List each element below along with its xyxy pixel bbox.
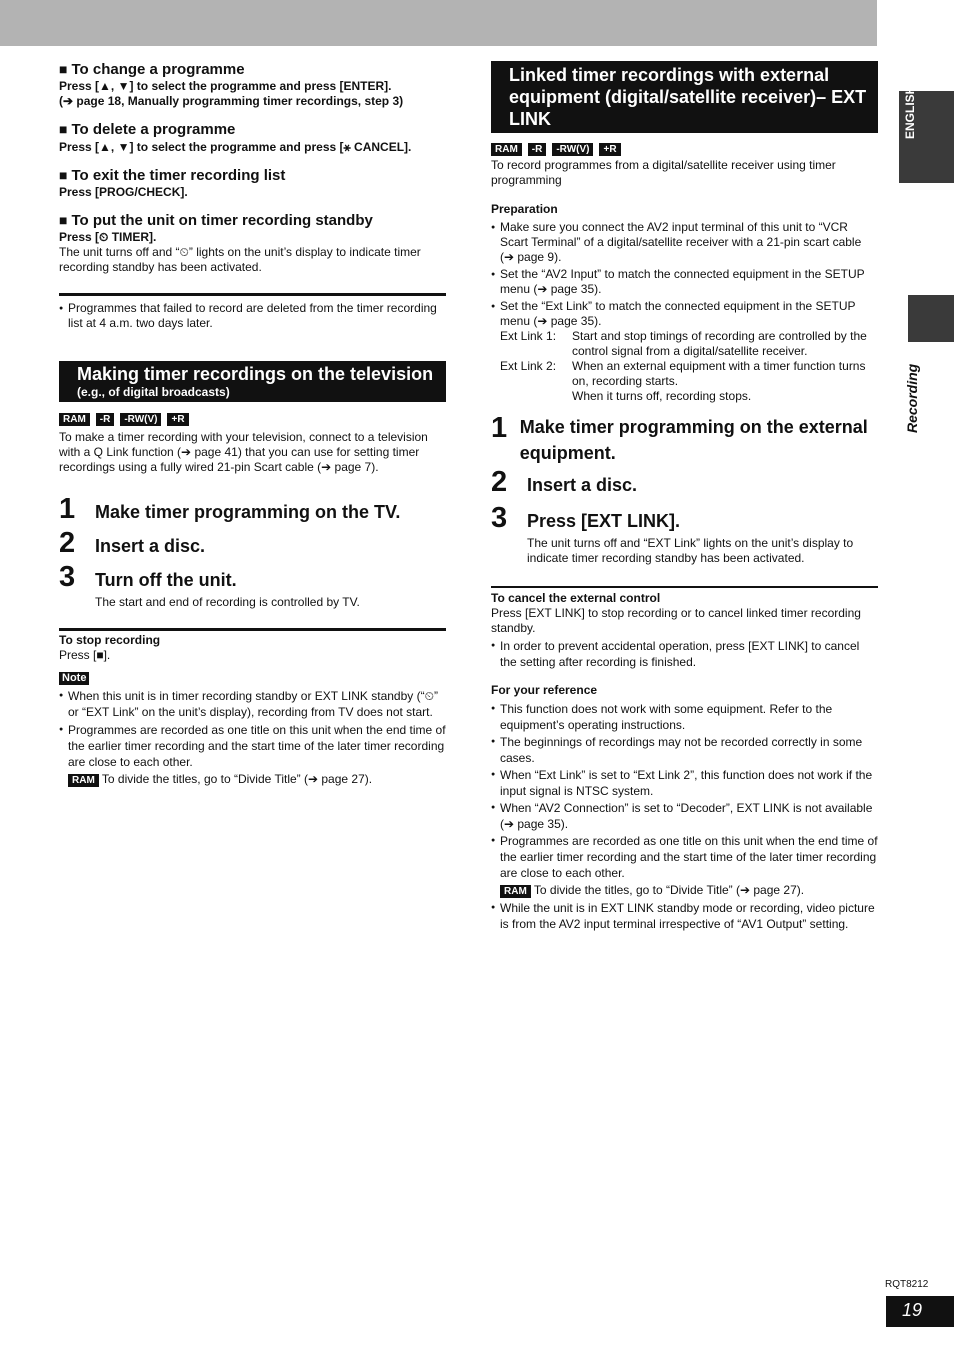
change-heading: ■ To change a programme: [59, 61, 245, 78]
badge-ram: RAM: [491, 143, 522, 156]
step-text: Make timer programming on the TV.: [95, 502, 401, 522]
step-number: 3: [59, 561, 76, 593]
badge-ram: RAM: [59, 413, 90, 426]
language-tab-label: ENGLISH: [903, 85, 917, 139]
step-text: Insert a disc.: [95, 536, 206, 556]
note-label: Note: [59, 672, 89, 685]
ext-step-1: [491, 414, 878, 466]
step-text: Press [EXT LINK].: [527, 511, 681, 531]
cancel-title: To cancel the external control: [491, 591, 661, 605]
change-line1: Press [▲, ▼] to select the programme and press [ENTER].: [59, 79, 392, 93]
tv-section-subtitle: (e.g., of digital broadcasts): [77, 385, 230, 399]
ref-6: ● While the unit is in EXT LINK standby mode or recording, video picture is from the AV2 input terminal irrespective of “AV1 Output” setting.: [491, 900, 878, 932]
ext-link-1-key: Ext Link 1:: [500, 329, 557, 343]
ext-link-2-value2: When it turns off, recording stops.: [572, 389, 752, 403]
cancel-bullet: ● In order to prevent accidental operation, press [EXT LINK] to cancel the setting after recording is finished.: [491, 638, 878, 670]
exit-title: To exit the timer recording list: [71, 167, 286, 184]
ext-link-2-row: [491, 359, 878, 404]
badge-r: -R: [96, 413, 115, 426]
standby-title: To put the unit on timer recording standby: [71, 212, 373, 229]
prep-title: Preparation: [491, 202, 558, 216]
exit-line1: Press [PROG/CHECK].: [59, 185, 188, 199]
section-tab-marker: [908, 295, 954, 342]
step-number: 3: [491, 502, 508, 534]
step-text: Make timer programming on the external equipment.: [519, 417, 868, 463]
ext-link-2-value: When an external equipment with a timer function turns on, recording starts.: [572, 359, 866, 388]
badge-ram: RAM: [68, 774, 99, 787]
step-text: Turn off the unit.: [95, 570, 237, 590]
tv-intro: To make a timer recording with your television, connect to a television with a Q Link function (➔ page 41) that you can use for setting timer recordings using a fully wired 21-pin Scart cable (➔ page 7).: [59, 430, 428, 474]
badge-rwv: -RW(V): [120, 413, 161, 426]
tv-disc-badges: [59, 413, 446, 426]
tv-step3-note: The start and end of recording is controlled by TV.: [95, 595, 360, 609]
right-column: [491, 61, 878, 932]
stop-text: Press [■].: [59, 648, 111, 662]
language-tab: [899, 85, 954, 183]
failed-note: ● Programmes that failed to record are deleted from the timer recording list at 4 a.m. two days later.: [59, 301, 446, 331]
cancel-text: Press [EXT LINK] to stop recording or to cancel linked timer recording standby.: [491, 606, 861, 635]
note-2: ● Programmes are recorded as one title on this unit when the end time of the earlier timer recording and the start time of the later timer recording are close to each other.: [59, 722, 446, 770]
ext-step-3: [491, 504, 878, 532]
prep-3: ● Set the “Ext Link” to match the connected equipment in the SETUP menu (➔ page 35).: [491, 299, 878, 329]
change-line2: (➔ page 18, Manually programming timer recordings, step 3): [59, 94, 404, 108]
standby-heading: ■ To put the unit on timer recording standby: [59, 212, 373, 229]
document-code: RQT8212: [885, 1279, 929, 1290]
badge-rwv: -RW(V): [552, 143, 593, 156]
tv-step-2: [59, 529, 446, 557]
step-number: 2: [491, 466, 508, 498]
note-1: ● When this unit is in timer recording standby or EXT LINK standby (“⏲” or “EXT Link” on the unit’s display), recording from TV does not start.: [59, 688, 446, 720]
change-title: To change a programme: [71, 61, 245, 78]
ram-divide-text: To divide the titles, go to “Divide Title” (➔ page 27).: [101, 772, 373, 786]
delete-heading: ■ To delete a programme: [59, 121, 236, 138]
badge-plus-r: +R: [167, 413, 188, 426]
tv-step-1: [59, 495, 446, 523]
step-number: 1: [491, 412, 508, 444]
ref-5: ● Programmes are recorded as one title on this unit when the end time of the earlier timer recording and the start time of the later timer recording are close to each other.: [491, 833, 878, 881]
left-column: [59, 60, 446, 787]
prep-1: ● Make sure you connect the AV2 input terminal of this unit to “VCR Scart Terminal” of a digital/satellite receiver with a 21-pin scart cable (➔ page 9).: [491, 220, 878, 265]
tv-section-title: Making timer recordings on the television: [77, 364, 434, 384]
ram-divide-text: To divide the titles, go to “Divide Title” (➔ page 27).: [533, 883, 805, 897]
prep-2: ● Set the “AV2 Input” to match the connected equipment in the SETUP menu (➔ page 35).: [491, 267, 878, 297]
header-band: [0, 0, 877, 46]
ref-4: ● When “AV2 Connection” is set to “Decoder”, EXT LINK is not available (➔ page 35).: [491, 800, 878, 832]
standby-line1: Press [⏲ TIMER].: [59, 230, 157, 244]
ext-link-1-row: [491, 329, 878, 359]
ext-link-header: [491, 61, 878, 133]
ref-title: For your reference: [491, 683, 598, 697]
ext-link-2-key: Ext Link 2:: [500, 359, 557, 373]
delete-line1: Press [▲, ▼] to select the programme and press [⚹ CANCEL].: [59, 140, 412, 154]
ref-2: ● The beginnings of recordings may not be recorded correctly in some cases.: [491, 734, 878, 766]
badge-ram: RAM: [500, 885, 531, 898]
step-text: Insert a disc.: [527, 475, 638, 495]
section-tab-label: Recording: [904, 363, 920, 433]
step-number: 1: [59, 493, 76, 525]
ext-step-2: [491, 468, 878, 496]
step-number: 2: [59, 527, 76, 559]
delete-title: To delete a programme: [71, 121, 236, 138]
ref-1: ● This function does not work with some equipment. Refer to the equipment’s operating instructions.: [491, 701, 878, 733]
tv-step-3: [59, 563, 446, 591]
ref-3: ● When “Ext Link” is set to “Ext Link 2”, this function does not work if the input signal is NTSC system.: [491, 767, 878, 799]
tv-section-header: [59, 361, 446, 402]
badge-r: -R: [528, 143, 547, 156]
ext-link-title: Linked timer recordings with external equipment (digital/satellite receiver)– EXT LINK: [509, 65, 867, 129]
badge-plus-r: +R: [599, 143, 620, 156]
stop-title: To stop recording: [59, 633, 161, 647]
ext-link-1-value: Start and stop timings of recording are controlled by the control signal from a digital/satellite receiver.: [572, 329, 867, 358]
page-number: 19: [886, 1296, 954, 1327]
standby-line2: The unit turns off and “⏲” lights on the unit’s display to indicate timer recording standby has been activated.: [59, 245, 421, 274]
ext-disc-badges: [491, 143, 878, 156]
ext-step3-note: The unit turns off and “EXT Link” lights on the unit’s display to indicate timer recording standby has been activated.: [527, 536, 854, 565]
ext-intro: To record programmes from a digital/satellite receiver using timer programming: [491, 158, 836, 187]
exit-heading: ■ To exit the timer recording list: [59, 167, 286, 184]
